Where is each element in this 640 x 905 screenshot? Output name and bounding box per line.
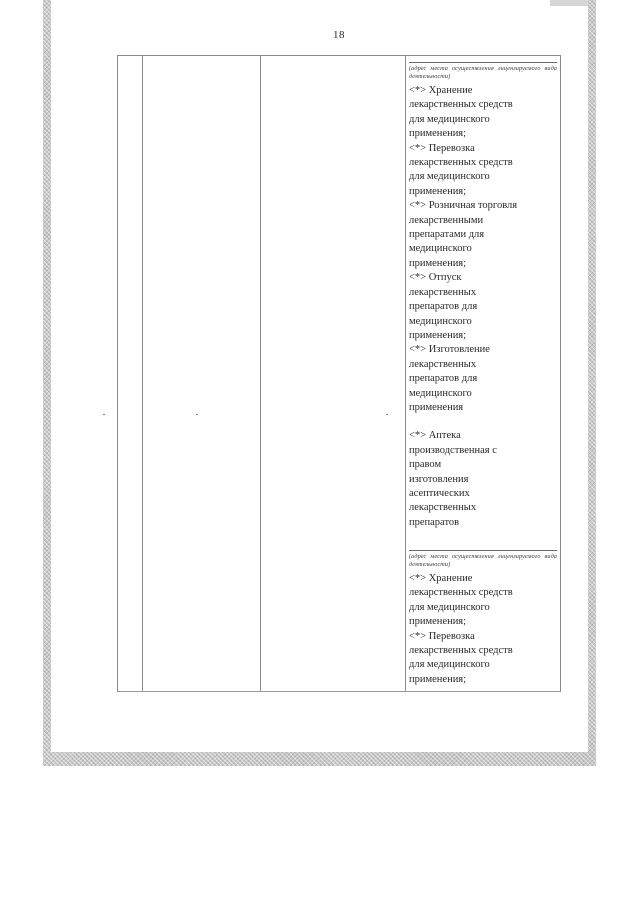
scan-speck: [103, 414, 105, 415]
activity-item: <*> Изготовление лекарственных препаратов для медицинского применения: [409, 344, 490, 413]
address-label: (адрес места осуществления лицензируемого вида деятельности): [409, 553, 557, 568]
spacer: [409, 415, 557, 429]
activity-item: <*> Хранение лекарственных средств для медицинского применения;: [409, 573, 513, 628]
activity-item: <*> Перевозка лекарственных средств для медицинского применения;: [409, 630, 513, 685]
activity-item: <*> Перевозка лекарственных средств для медицинского применения;: [409, 142, 513, 197]
activity-block-2: [409, 550, 557, 687]
address-rule: [409, 62, 557, 63]
activity-block-1: [409, 62, 557, 530]
column-divider-3: [405, 56, 406, 691]
page-number: 18: [333, 29, 345, 41]
scan-speck: [196, 414, 198, 415]
activity-item: <*> Хранение лекарственных средств для медицинского применения;: [409, 85, 513, 140]
activity-item: <*> Розничная торговля лекарственными препаратами для медицинского применения;: [409, 200, 518, 269]
address-rule: [409, 550, 557, 551]
column-divider-2: [260, 56, 261, 691]
scan-speck: [386, 414, 388, 415]
pharmacy-type: <*> Аптека производственная с правом изготовления асептических лекарственных препаратов: [409, 430, 497, 528]
address-label: (адрес места осуществления лицензируемого вида деятельности): [409, 65, 557, 80]
scan-edge-mark: [550, 0, 588, 6]
column-divider-1: [142, 56, 143, 691]
activity-item: <*> Отпуск лекарственных препаратов для медицинского применения;: [409, 272, 478, 341]
